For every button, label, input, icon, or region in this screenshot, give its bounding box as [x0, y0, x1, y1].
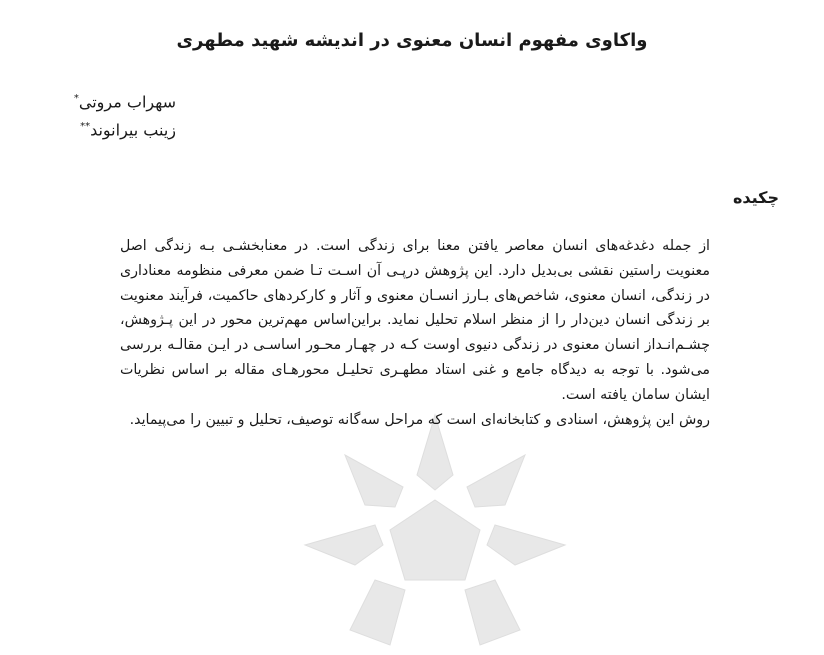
author-1	[74, 86, 176, 114]
paper-title: واکاوی مفهوم انسان معنوی در اندیشه شهید مطهری	[176, 30, 648, 51]
abstract-body	[120, 234, 710, 432]
author-2	[74, 114, 176, 142]
abstract-paragraph-2: روش این پژوهش، اسنادی و کتابخانه‌ای است که مراحل سه‌گانه توصیف، تحلیل و تبیین را می‌پیماید.	[129, 411, 710, 428]
author-1-name: سهراب مروتی	[78, 92, 176, 112]
author-list	[74, 86, 176, 143]
abstract-heading: چکیده	[732, 188, 779, 207]
abstract-paragraph-1: از جمله دغدغه‌های انسان معاصر یافتن معنا برای زندگی است. در معنابخشـی بـه زندگی اصل معنویت راستین نقشی بی‌بدیل دارد. این پژوهش درپـی آن اسـت تـا ضمن معرفی منظومه معناداری در زندگی، انسان معنوی، شاخص‌های بـارز انسـان معنوی و آثار و کارکردهای حاکمیت، فرآیند معنویت بر زندگی انسان دین‌دار را از منظر اسلام تحلیل نماید. براین‌اساس مهم‌ترین محور در این پـژوهش، چشـم‌انـداز انسان معنوی در زندگی دنیوی اوست کـه در چهـار محـور اساسـی در ایـن مقالـه بررسی می‌شود. با توجه به دیدگاه جامع و غنی استاد مطهـری تحلیـل محورهـای مقاله بر اساس نظریات ایشان سامان یافته است.	[120, 238, 710, 403]
author-2-name: زینب بیرانوند	[90, 120, 176, 140]
watermark-logo	[265, 395, 605, 655]
author-1-footnote-mark: *	[73, 93, 79, 104]
author-2-footnote-mark: **	[80, 121, 91, 133]
